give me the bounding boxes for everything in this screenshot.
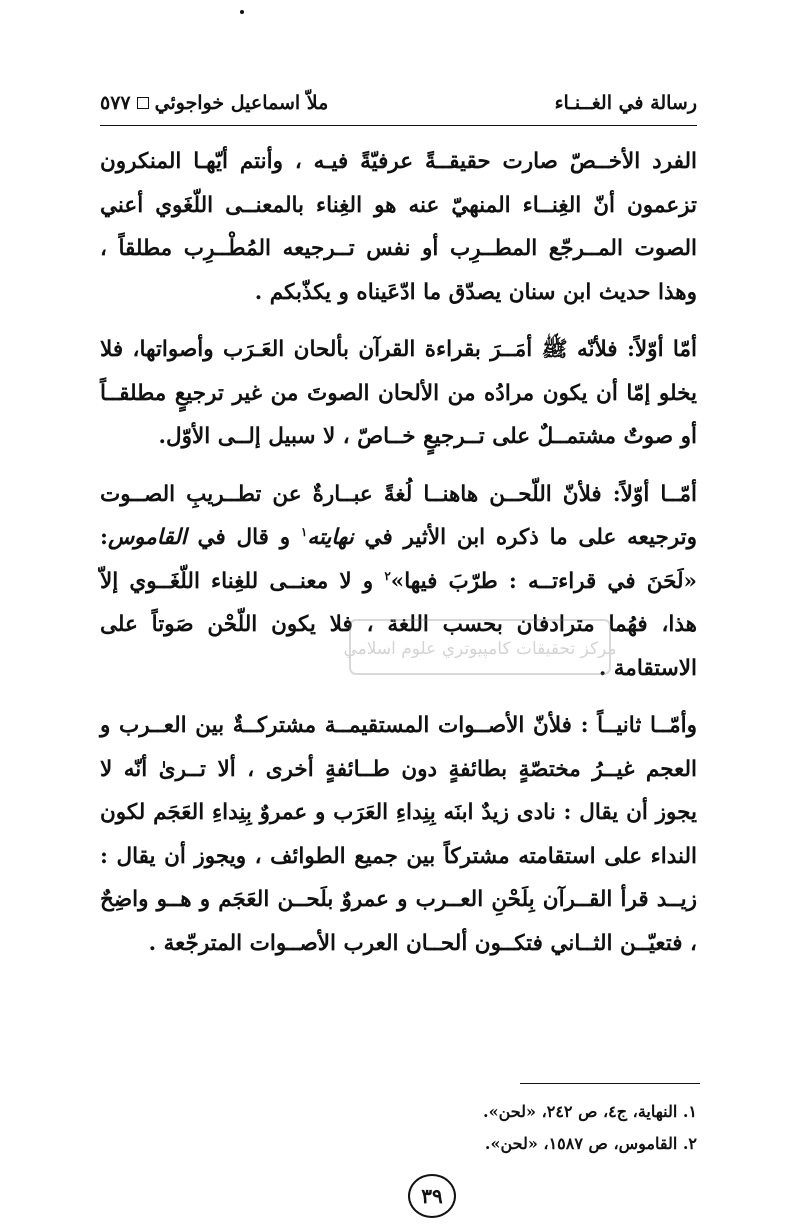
page-number: ٣٩ [408, 1174, 456, 1218]
paragraph-lead: وأمّــا ثانيــاً : [580, 713, 697, 738]
paragraph-text: و لا معنــى للغِناء اللّغَــوي إلاّ هذا، فهُما مترادفان بحسب اللغة ، فلا يكون اللّحْن صَوتاً على الاستقامة . [100, 568, 697, 681]
paragraph-text: الفرد الأخــصّ صارت حقيقــةً عرفيّةً فيـه ، وأنتم أيّهـا المنكرون تزعمون أنّ الغِنــاء المنهيّ عنه هو الغِناء بالمعنــى اللّغَوي أعني الصوت المــرجّع المطــرِب أو نفس تــرجيعه المُطْــرِب مطلقاً ، وهذا حديث ابن سنان يصدّق ما ادّعَيناه و يكذّبكم . [100, 149, 697, 305]
footnote-2: ٢. القاموس، ص ١٥٨٧، «لحن». [484, 1134, 697, 1153]
main-text [100, 140, 697, 979]
paragraph-text: فلأنّ اللّحــن هاهنــا لُغةً عبــارةٌ عن تطــريبِ الصــوت وترجيعه على ما ذكره ابن الأثير في [100, 481, 697, 550]
header-page-ref: ٥٧٧ [100, 92, 131, 114]
footnote-ref-2: ٢ [384, 568, 391, 583]
paragraph-4 [100, 704, 697, 965]
section-title: رسالة في الغــنـاء [554, 92, 697, 114]
stray-dot [240, 10, 244, 14]
footnote-1: ١. النهاية، ج٤، ص ٢٤٢، «لحن». [483, 1102, 697, 1121]
paragraph-text: فلأنّ الأصــوات المستقيمــة مشتركــةٌ بين العــرب و العجم غيــرُ مختصّةٍ بطائفةٍ دون طــائفةٍ أخرى ، ألا تــرىٰ أنّه لا يجوز أن يقال : نادى زيدٌ ابنَه بِنِداءِ العَرَب و عمروٌ بِنِداءِ العَجَم لكون النداء على استقامته مشتركاً بين جميع الطوائف ، ويجوز أن يقال : زيــد قرأ القــرآن بِلَحْنِ العــرب و عمروٌ بلَحــن العَجَم و هــو واضِحٌ ، فتعيّــن الثــاني فتكــون ألحــان العرب الأصــوات المترجّعة . [100, 713, 697, 956]
quote-text: : «لَحَنَ في قراءتــه : طرّبَ فيها» [100, 525, 697, 594]
paragraph-lead: أمّا أوّلاً: [626, 337, 697, 362]
citation-nihaya: نهايته [307, 525, 354, 550]
svg-text:مركز تحقيقات كامپيوتري علوم اس: مركز تحقيقات كامپيوتري علوم اسلامي [343, 639, 617, 659]
paragraph-text: و قال في [197, 525, 291, 550]
footnotes [100, 1096, 697, 1160]
running-header [100, 86, 697, 126]
paragraph-2 [100, 328, 697, 459]
paragraph-lead: أمّــا أوّلاً: [612, 481, 697, 507]
footnote-rule [520, 1083, 700, 1084]
paragraph-1 [100, 140, 697, 314]
citation-qamus: القاموس [107, 525, 187, 550]
footnote-ref-1: ١ [300, 524, 308, 539]
paragraph-text: فلأنّه ﷺ أمَــرَ بقراءة القرآن بألحان العَـرَب وأصواتها، فلا يخلو إمّا أن يكون مرادُه من الألحان الصوتَ من غير ترجيعٍ مطلقــاً أو صوتٌ مشتمــلٌ على تــرجيعٍ خــاصّ ، لا سبيل إلــى الأوّل. [100, 337, 697, 449]
header-rule [100, 125, 697, 126]
author-title: ملاّ اسماعيل خواجوئي [154, 92, 329, 114]
paragraph-3 [100, 473, 697, 691]
author-page-ref [100, 92, 328, 114]
square-icon [137, 97, 149, 109]
